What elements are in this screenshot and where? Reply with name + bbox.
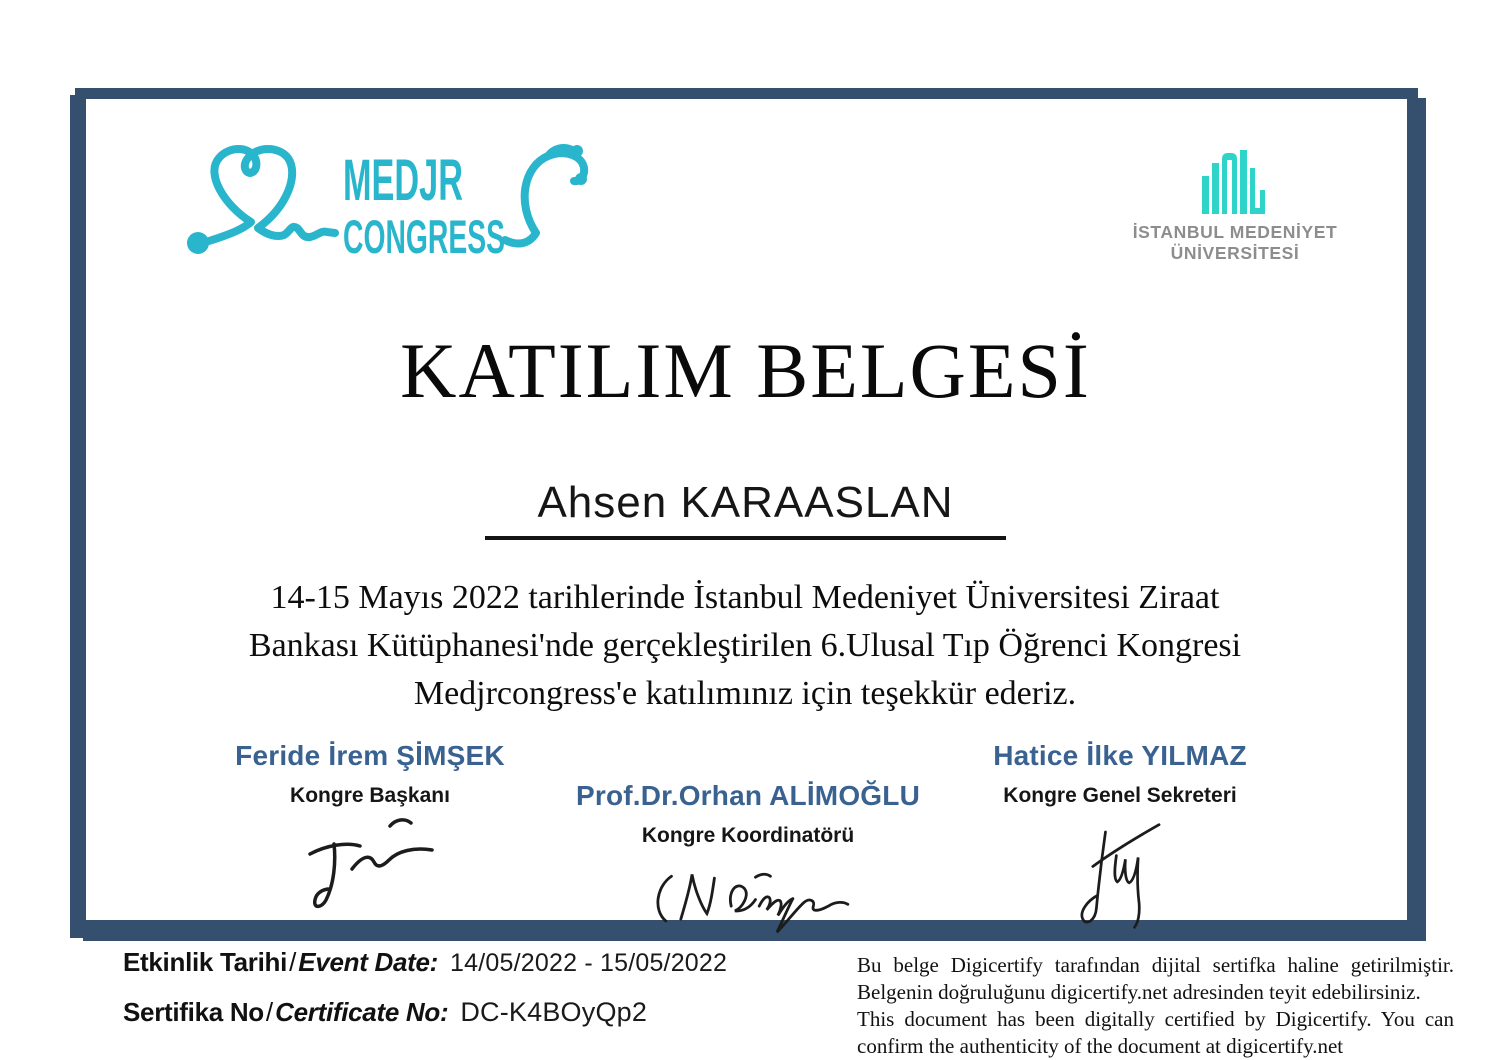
- imu-logo-text-line1: İSTANBUL MEDENİYET: [1132, 222, 1338, 242]
- event-date-value: 14/05/2022 - 15/05/2022: [450, 949, 728, 977]
- certificate-body: [150, 574, 1340, 718]
- certificate-no-label-en: Certificate No:: [275, 997, 449, 1027]
- certificate-no-value: DC-K4BOyQp2: [460, 997, 648, 1027]
- body-line: 14-15 Mayıs 2022 tarihlerinde İstanbul Medeniyet Üniversitesi Ziraat: [270, 579, 1220, 616]
- event-date-label-en: Event Date:: [298, 947, 439, 977]
- digicertify-line: Bu belge Digicertify tarafından dijital sertifka haline getirilmiştir.: [857, 953, 1454, 977]
- medjr-logo-text-line2: CONGRESS: [343, 210, 505, 263]
- signature-icon: [1060, 812, 1180, 930]
- certificate-no-row: [123, 997, 647, 1028]
- signatory-block-coordinator: [553, 780, 943, 936]
- medjr-logo-text-line1: MEDJR: [343, 148, 463, 213]
- heart-stethoscope-icon: [185, 140, 597, 266]
- certificate-title: KATILIM BELGESİ: [400, 327, 1091, 414]
- signature-icon: [290, 812, 450, 912]
- digicertify-line: confirm the authenticity of the document at digicertify.net: [857, 1034, 1344, 1058]
- imu-skyline-icon: [1200, 150, 1270, 216]
- body-line: Medjrcongress'e katılımınız için teşekkür ederiz.: [413, 675, 1077, 712]
- imu-logo-text-line2: ÜNİVERSİTESİ: [1170, 243, 1300, 263]
- body-line: Bankası Kütüphanesi'nde gerçekleştirilen 6.Ulusal Tıp Öğrenci Kongresi: [248, 627, 1242, 664]
- signatory-name: Feride İrem ŞİMŞEK: [235, 740, 505, 771]
- recipient-name-row: [0, 478, 1491, 540]
- signatory-name: Prof.Dr.Orhan ALİMOĞLU: [575, 780, 921, 811]
- signatory-name: Hatice İlke YILMAZ: [993, 740, 1247, 771]
- signatory-block-president: [185, 740, 555, 912]
- event-date-row: [123, 947, 727, 978]
- imu-university-logo: [1110, 150, 1360, 264]
- certificate-no-label-tr: Sertifika No: [123, 997, 264, 1027]
- digicertify-line: This document has been digitally certified by Digicertify. You can: [857, 1007, 1454, 1031]
- recipient-name: Ahsen KARAASLAN: [485, 478, 1005, 540]
- medjr-congress-logo: [185, 140, 597, 266]
- signatory-role: Kongre Başkanı: [290, 784, 450, 807]
- digicertify-notice: [857, 952, 1454, 1060]
- signatory-role: Kongre Genel Sekreteri: [1003, 784, 1237, 807]
- label-separator: /: [265, 997, 274, 1027]
- signature-icon: [638, 852, 858, 936]
- digicertify-line: Belgenin doğruluğunu digicertify.net adresinden teyit edebilirsiniz.: [857, 980, 1421, 1004]
- signatory-role: Kongre Koordinatörü: [641, 824, 855, 847]
- event-date-label-tr: Etkinlik Tarihi: [123, 947, 288, 977]
- signatory-block-secretary: [945, 740, 1295, 930]
- label-separator: /: [289, 947, 297, 977]
